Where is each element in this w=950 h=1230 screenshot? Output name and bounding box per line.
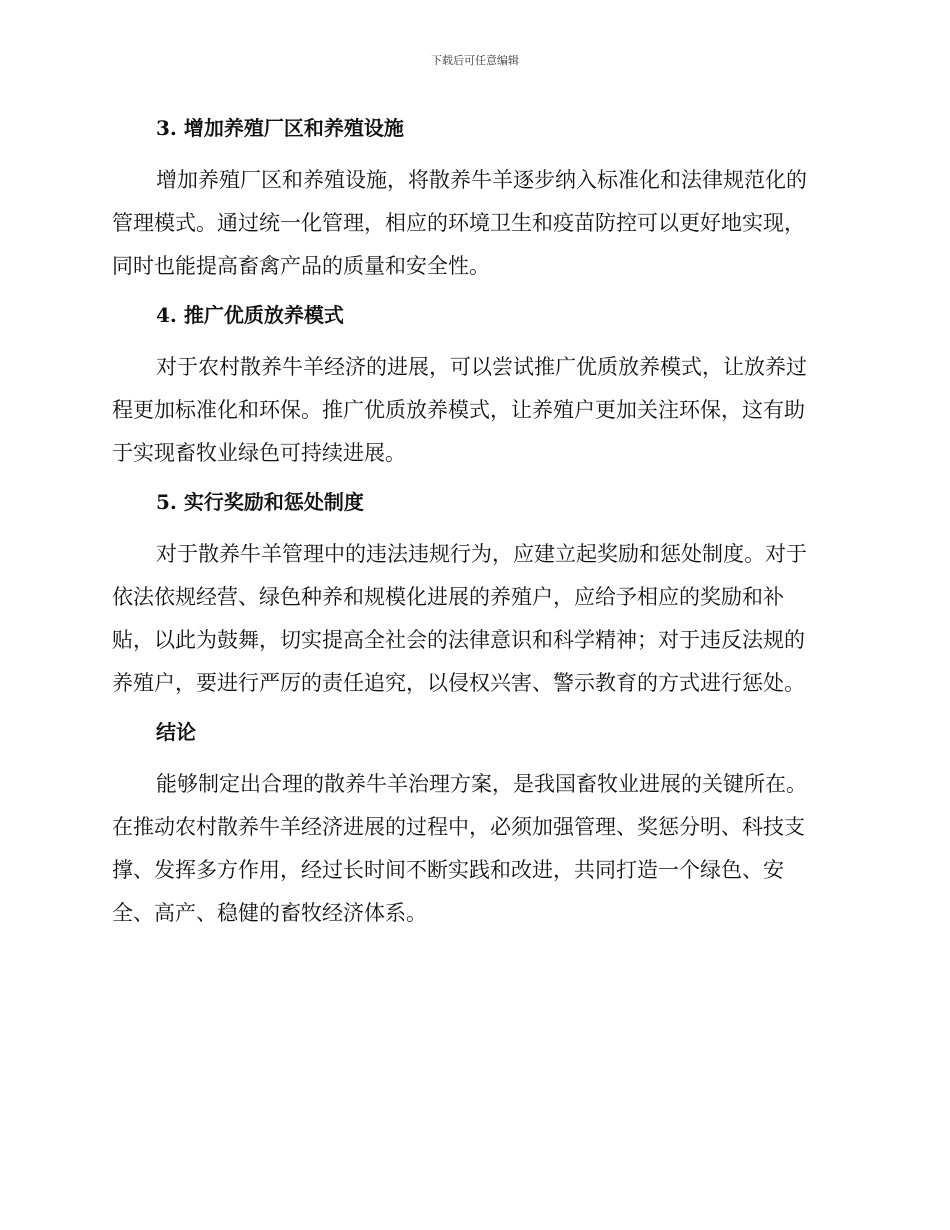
text-line: 在推动农村散养牛羊经济进展的过程中，必须加强管理、奖惩分明、科技支: [112, 815, 805, 839]
paragraph: [112, 533, 838, 705]
spacer: [112, 336, 838, 346]
spacer: [112, 523, 838, 533]
section-heading: 3. 增加养殖厂区和养殖设施: [156, 116, 404, 140]
text-line: 对于农村散养牛羊经济的进展，可以尝试推广优质放养模式，让放养过: [156, 355, 807, 379]
section-3: [112, 107, 838, 288]
text-line: 依法依规经营、绿色种养和规模化进展的养殖户，应给予相应的奖励和补: [112, 585, 784, 609]
document-body: [112, 107, 838, 941]
text-line: 贴，以此为鼓舞，切实提高全社会的法律意识和科学精神；对于违反法规的: [112, 628, 805, 652]
text-line: 程更加标准化和环保。推广优质放养模式，让养殖户更加关注环保，这有助: [112, 398, 805, 422]
section-conclusion: [112, 711, 838, 935]
spacer: [112, 753, 838, 763]
text-line: 于实现畜牧业绿色可持续进展。: [112, 441, 406, 465]
paragraph: [112, 763, 838, 935]
text-line: 能够制定出合理的散养牛羊治理方案，是我国畜牧业进展的关键所在。: [156, 772, 807, 796]
text-line: 养殖户，要进行严厉的责任追究，以侵权兴害、警示教育的方式进行惩处。: [112, 671, 805, 695]
text-line: 管理模式。通过统一化管理，相应的环境卫生和疫苗防控可以更好地实现，: [112, 211, 805, 235]
section-5: [112, 481, 838, 705]
text-line: 同时也能提高畜禽产品的质量和安全性。: [112, 254, 490, 278]
page-header: 下载后可任意编辑: [431, 54, 519, 67]
section-heading: 4. 推广优质放养模式: [156, 303, 344, 327]
spacer: [112, 149, 838, 159]
section-heading: 结论: [156, 720, 196, 744]
section-heading: 5. 实行奖励和惩处制度: [156, 490, 364, 514]
text-line: 对于散养牛羊管理中的违法违规行为，应建立起奖励和惩处制度。对于: [156, 542, 807, 566]
paragraph: [112, 346, 838, 475]
section-4: [112, 294, 838, 475]
text-line: 撑、发挥多方作用，经过长时间不断实践和改进，共同打造一个绿色、安: [112, 858, 784, 882]
paragraph: [112, 159, 838, 288]
text-line: 增加养殖厂区和养殖设施，将散养牛羊逐步纳入标准化和法律规范化的: [156, 168, 807, 192]
text-line: 全、高产、稳健的畜牧经济体系。: [112, 901, 427, 925]
